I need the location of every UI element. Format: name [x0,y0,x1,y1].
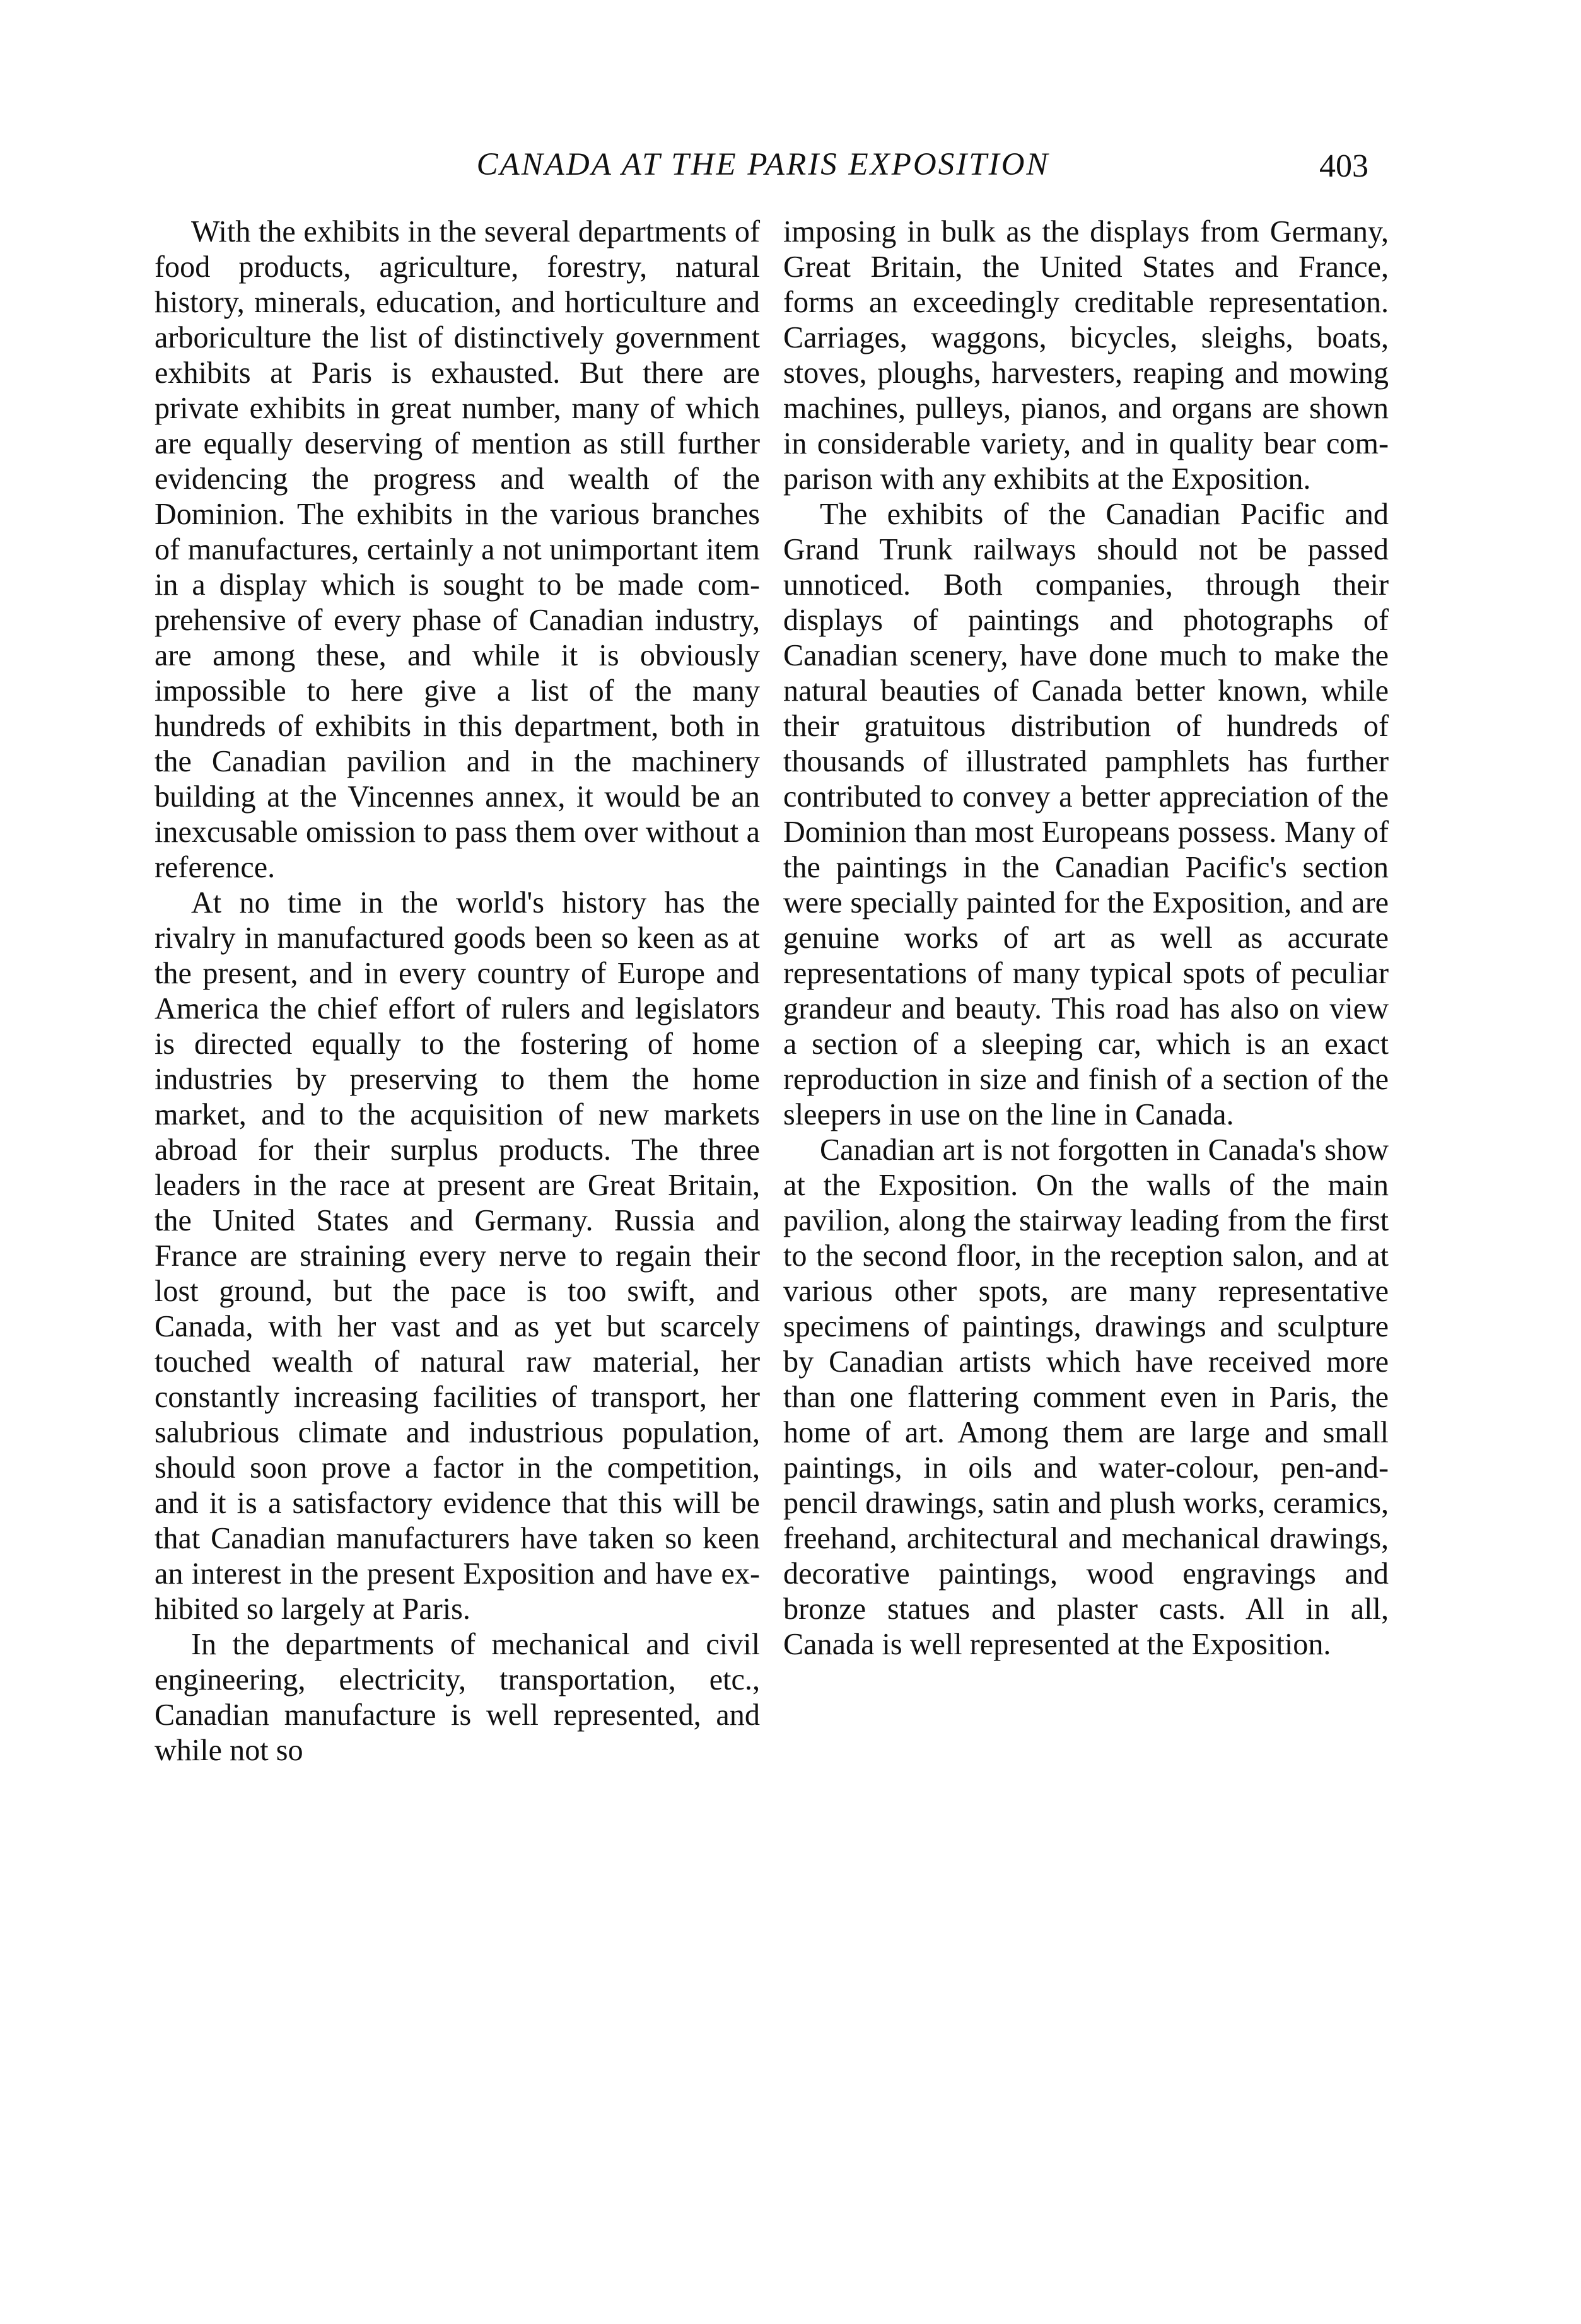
paragraph-continued: imposing in bulk as the displays from Germany, Great Britain, the United States and France, forms an exceedingly creditable representation. Carriages, waggons, bicycles, sleighs, boats, stoves, ploughs, harvesters, reaping and mowing machines, pulleys, pianos, and organs are shown in considerable variety, and in quality bear comparison with any exhibits at the Exposition. [783,215,1389,496]
left-column [155,214,760,2106]
paragraph: At no time in the world's history has the rivalry in manufactured goods been so keen as at the present, and in every country of Europe and America the chief effort of rulers and legislators is directed equally to the fostering of home industries by preserving to them the home market, and to the acquisition of new markets abroad for their surplus products. The three leaders in the race at present are Great Britain, the United States and Germany. Russia and France are straining every nerve to regain their lost ground, but the pace is too swift, and Canada, with her vast and as yet but scarcely touched wealth of natural raw material, her constantly increasing facilities of transport, her salubrious climate and industrious population, should soon prove a factor in the competition, and it is a satisfactory evidence that this will be that Canadian manufacturers have taken so keen an interest in the present Exposition and have exhibited so largely at Paris. [155,886,760,1626]
paragraph: The exhibits of the Canadian Pacific and Grand Trunk railways should not be passed unnoticed. Both companies, through their displays of paintings and photographs of Canadian scenery, have done much to make the natural beauties of Canada better known, while their gratuitous distribution of hundreds of thousands of illustrated pamphlets has further contributed to convey a better appreciation of the Dominion than most Europeans possess. Many of the paintings in the Canadian Pacific's section were specially painted for the Exposition, and are genuine works of art as well as accurate representations of many typical spots of peculiar grandeur and beauty. This road has also on view a section of a sleeping car, which is an exact reproduction in size and finish of a section of the sleepers in use on the line in Canada. [783,498,1389,1131]
running-title: CANADA AT THE PARIS EXPOSITION [476,147,1050,182]
paragraph: In the departments of mechanical and civil engineering, electricity, transportation, etc., Canadian manufacture is well represented, and while not so [155,1628,760,1767]
page-header [158,139,1368,196]
paragraph: Canadian art is not forgotten in Canada's show at the Exposition. On the walls of the main pavilion, along the stairway leading from the first to the second floor, in the reception salon, and at various other spots, are many representative specimens of paintings, drawings and sculpture by Canadian artists which have received more than one flattering comment even in Paris, the home of art. Among them are large and small paintings, in oils and water-colour, pen-and-pencil drawings, satin and plush works, ceramics, freehand, architectural and mechanical drawings, decorative paintings, wood engravings and bronze statues and plaster casts. All in all, Canada is well represented at the Exposition. [783,1133,1389,1661]
right-column [783,214,1389,2106]
paragraph: With the exhibits in the several departments of food products, agriculture, forestry, natural history, minerals, education, and horticulture and arboriculture the list of distinctively government exhibits at Paris is exhausted. But there are private exhibits in great number, many of which are equally deserving of mention as still further evidencing the progress and wealth of the Dominion. The exhibits in the various branches of manufactures, certainly a not unimportant item in a display which is sought to be made comprehensive of every phase of Canadian industry, are among these, and while it is obviously impossible to here give a list of the many hundreds of exhibits in this department, both in the Canadian pavilion and in the machinery building at the Vincennes annex, it would be an inexcusable omission to pass them over without a reference. [155,215,760,884]
page-number: 403 [1319,148,1368,184]
